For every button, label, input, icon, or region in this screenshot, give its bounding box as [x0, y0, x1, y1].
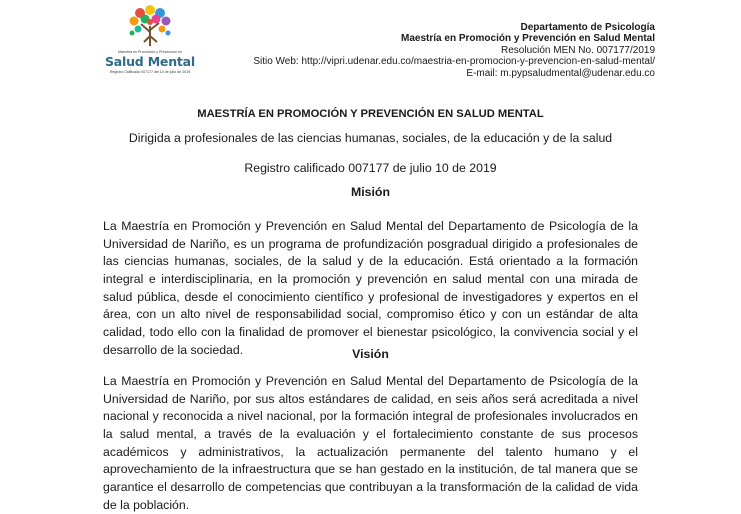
logo-title: Salud Mental — [104, 54, 196, 69]
vision-paragraph: La Maestría en Promoción y Prevención en Salud Mental del Departamento de Psicología de la Universidad de Nariño, por sus altos estándares de calidad, en seis años será acreditada a nivel nacional y reconocida a nivel nacional, por la formación integral de profesionales involucrados en la salud mental, a través de la evaluación y el fortalecimiento constante de sus procesos académicos y administrativos, la actualización permanente del talento humano y el aprovechamiento de la infraestructura que se han gestado en la institución, de tal manera que se garantice el desarrollo de competencias que contribuyan a la transformación de la calidad de vida de la población. — [103, 374, 638, 512]
logo-registry-text: Registro Calificado 007177 del 10 de julio de 2019 — [109, 70, 191, 74]
resolution-number: Resolución MEN No. 007177/2019 — [501, 44, 655, 56]
website-link[interactable]: Sitio Web: http://vipri.udenar.edu.co/maestria-en-promocion-y-prevencion-en-salud-mental/ — [253, 56, 655, 68]
document-title: MAESTRÍA EN PROMOCIÓN Y PREVENCIÓN EN SALUD MENTAL — [197, 108, 544, 120]
logo-top-text: Maestría en Promoción y Prevención en — [118, 50, 182, 54]
tree-logo-icon — [126, 2, 174, 46]
email-link[interactable]: E-mail: m.pypsaludmental@udenar.edu.co — [466, 67, 655, 79]
program-name: Maestría en Promoción y Prevención en Salud Mental — [401, 33, 655, 45]
registry-line: Registro calificado 007177 de julio 10 de 2019 — [244, 161, 497, 175]
department-name: Departamento de Psicología — [520, 22, 655, 33]
mision-paragraph: La Maestría en Promoción y Prevención en Salud Mental del Departamento de Psicología de la Universidad de Nariño, es un programa de profundización posgradual dirigido a profesionales de las ciencias humanas, sociales, de la salud y de la educación. Está orientado a la formación integral e interdisciplinaria, en la promoción y prevención en salud mental con una mirada de salud pública, desde el conocimiento científico y profesional de investigadores y expertos en el área, con un alto nivel de responsabilidad social, compromiso ético y con un estándar de alta calidad, todo ello con la finalidad de promover el bienestar psicológico, la convivencia social y el desarrollo de la sociedad. — [103, 219, 638, 357]
letterhead-contact-block — [253, 22, 655, 79]
audience-subtitle: Dirigida a profesionales de las ciencias humanas, sociales, de la educación y de la salud — [128, 131, 613, 145]
program-logo — [104, 2, 196, 78]
mision-heading: Misión — [351, 185, 390, 199]
vision-heading: Visión — [352, 347, 389, 361]
